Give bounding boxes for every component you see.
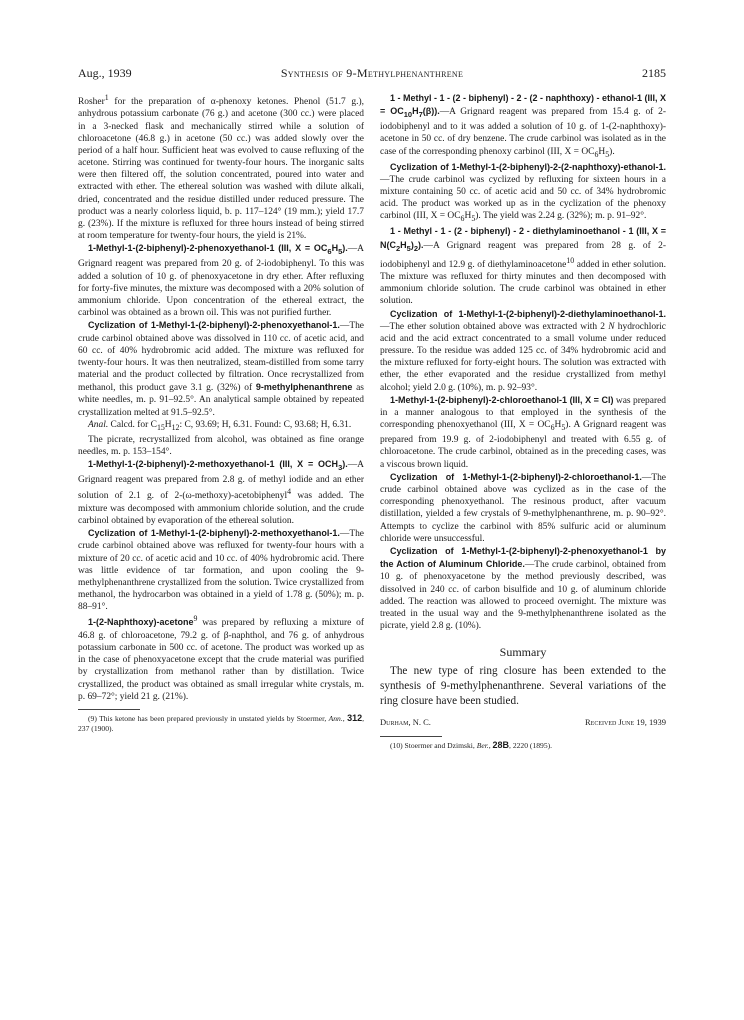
signature-location: Durham, N. C. — [380, 717, 431, 728]
paragraph: 1-Methyl-1-(2-biphenyl)-2-phenoxyethanol-1 (III, $X = OC_6H_5).—A$ Grignard reagent was prepared from 20 g. of 2-iodobiphenyl. To this was added a solution of 10 g. of phenoxyacetone in dry ether. After refluxing for forty-five minutes, the mixture was decomposed with a 20% solution of ammonium chloride. Upon concentration of the ethereal extract, the carbinol was obtained as a brown oil. This was not purified further. — [78, 243, 364, 319]
header-title: Synthesis of 9-Methylphenanthrene — [280, 66, 464, 80]
left-paragraphs — [78, 92, 364, 703]
footnote-rule-right — [380, 736, 442, 737]
right-paragraphs — [380, 92, 666, 632]
paragraph: Cyclization of 1-Methyl-1-(2-biphenyl)-2-methoxyethanol-1.—The crude carbinol obtained above was refluxed for twenty-four hours with a mixture of 20 cc. of acetic acid and 10 cc. of 40% hydrobromic acid. There was little evidence of tar formation, and upon cooling the 9-methylphenanthrene crystallized from the solution. Twice crystallized from methanol, the hydrocarbon was obtained in a yield of 1.78 g. (50%); m. p. 88–91°. — [78, 528, 364, 613]
paragraph: 1-Methyl-1-(2-biphenyl)-2-methoxyethanol-1 (III, $X = OCH_3).—A$ Grignard reagent was prepared from 2.8 g. of methyl iodide and an ether solution of 2.1 g. of 2-(ω-methoxy)-acetobiphenyl$^4$ was added. The mixture was decomposed with ammonium chloride solution, and the crude carbinol obtained by evaporation of the ethereal solution. — [78, 459, 364, 526]
page-header — [78, 66, 666, 84]
paragraph: 1-Methyl-1-(2-biphenyl)-2-chloroethanol-1 (III, X = Cl) was prepared in a manner analogous to that employed in the synthesis of the corresponding phenoxyethanol (III, $X = OC_6H_5$). A Grignard reagent was prepared from 19.9 g. of 2-iodobiphenyl and treated with 6.55 g. of chloroacetone. The crude carbinol, obtained as in the preceding cases, was a viscous brown liquid. — [380, 394, 666, 470]
header-date: Aug., 1939 — [78, 66, 132, 80]
footnote-rule — [78, 709, 140, 710]
received-date: Received June 19, 1939 — [585, 717, 666, 728]
right-column — [380, 92, 666, 751]
summary-text: The new type of ring closure has been extended to the synthesis of 9-methylphenanthrene. Several variations of the ring closure have been studied. — [380, 665, 666, 707]
paragraph: Rosher$^1$ for the preparation of α-phenoxy ketones. Phenol (51.7 g.), anhydrous potassium carbonate (76 g.) and acetone (300 cc.) were placed in a 3-necked flask and mechanically stirred while a solution of chloroacetone (46.8 g.) in acetone (50 cc.) was added slowly over the period of a half hour. Sufficient heat was evolved to cause refluxing of the acetone. Stirring was continued for twenty-four hours. The inorganic salts were then filtered off, the solution concentrated, poured into water and extracted with ether. The ethereal solution was washed with dilute alkali, dried, concentrated and the residue distilled under reduced pressure. The product was a nearly colorless liquid, b. p. 117–124° (19 mm.); yield 17.7 g. (23%). If the mixture is refluxed for three hours instead of being stirred at room temperature for twenty-four hours, the yield is 21%. — [78, 93, 364, 242]
paragraph: Cyclization of 1-Methyl-1-(2-biphenyl)-2-(2-naphthoxy)-ethanol-1.—The crude carbinol was cyclized by refluxing for sixteen hours in a mixture containing 50 cc. of acetic acid and 50 cc. of 34% hydrobromic acid. The product was worked up as in the cyclization of the phenoxy carbinol (III, $X = OC_6H_5$). The yield was 2.24 g. (32%); m. p. 91–92°. — [380, 161, 666, 224]
paragraph: Cyclization of 1-Methyl-1-(2-biphenyl)-2-phenoxyethanol-1.—The crude carbinol obtained above was dissolved in 110 cc. of acetic acid, and 60 cc. of 40% hydrobromic acid added. The mixture was refluxed for twenty-four hours. It was then neutralized, steam-distilled from some tarry material and the product collected by filtration. Once recrystallized from methanol, this product gave 3.1 g. (32%) of 9-methylphenanthrene as white needles, m. p. 91–92.5°. An analytical sample obtained by repeated crystallization melted at 91.5–92.5°. — [78, 320, 364, 418]
page-number: 2185 — [642, 66, 666, 80]
summary-heading: Summary — [499, 645, 547, 660]
paragraph: 1 - Methyl - 1 - (2 - biphenyl) - 2 - diethylaminoethanol - 1 (III, $X = N(C_2H_5)_2).—A$ Grignard reagent was prepared from 28 g. of 2-iodobiphenyl and 12.9 g. of diethylaminoacetone$^{10}$ added in ether solution. The mixture was refluxed for thirty minutes and then decomposed with ammonium chloride solution. The crude carbinol was obtained in ether solution. — [380, 226, 666, 307]
footnote-10: (10) Stoermer and Dzimski, Ber., 28B, 2220 (1895). — [390, 740, 553, 751]
signature-line — [380, 716, 666, 728]
left-column — [78, 92, 364, 733]
paragraph: Cyclization of 1-Methyl-1-(2-biphenyl)-2-chloroethanol-1.—The crude carbinol obtained above was cyclized as in the case of the corresponding phenoxyethanol. The resinous product, after vacuum distillation, yielded a few crystals of 9-methylphenanthrene, m. p. 90–92°. Attempts to cyclize the carbinol with 85% sulfuric acid or aluminum chloride were unsuccessful. — [380, 471, 666, 544]
paragraph: The picrate, recrystallized from alcohol, was obtained as fine orange needles, m. p. 153–154°. — [78, 434, 364, 458]
paragraph: Cyclization of 1-Methyl-1-(2-biphenyl)-2-diethylaminoethanol-1.—The ether solution obtained above was extracted with 2 N hydrochloric acid and the acid extract concentrated to a small volume under reduced pressure. To the residue was added 125 cc. of 34% hydrobromic acid and the mixture refluxed for forty-eight hours. The solution was extracted with ether, the ether evaporated and the residue crystallized from methyl alcohol; yield 2.0 g. (10%), m. p. 92–93°. — [380, 308, 666, 393]
paragraph: Anal. Calcd. for $C_{15}H_{12}$: C, 93.69; H, 6.31. Found: C, 93.68; H, 6.31. — [88, 419, 352, 432]
footnote-9: (9) This ketone has been prepared previously in unstated yields by Stoermer, Ann., 312, 237 (1900). — [78, 712, 364, 733]
paragraph: 1 - Methyl - 1 - (2 - biphenyl) - 2 - (2 - naphthoxy) - ethanol-1 (III, $X = OC_{10}H_7(\beta)).—A$ Grignard reagent was prepared from 15.4 g. of 2-iodobiphenyl and to it was added a solution of 10 g. of 1-(2-naphthoxy)-acetone in 50 cc. of dry benzene. The crude carbinol was isolated as in the case of the corresponding phenoxy carbinol (III, $X = OC_6H_5$). — [380, 93, 667, 159]
paragraph: Cyclization of 1-Methyl-1-(2-biphenyl)-2-phenoxyethanol-1 by the Action of Aluminum Chloride.—The crude carbinol, obtained from 10 g. of phenoxyacetone by the method previously described, was dissolved in 240 cc. of carbon bisulfide and 10 g. of aluminum chloride added. The reaction was allowed to proceed overnight. The mixture was treated in the usual way and the 9-methylphenanthrene isolated as the picrate, yield 2.8 g. (10%). — [380, 545, 666, 632]
paragraph: 1-(2-Naphthoxy)-acetone$^9$ was prepared by refluxing a mixture of 46.8 g. of chloroacetone, 79.2 g. of β-naphthol, and 76 g. of anhydrous potassium carbonate in 500 cc. of acetone. The product was worked up as in the case of phenoxyacetone except that the crude material was purified by crystallization from methanol rather than by distillation. Twice crystallized, the product was obtained as small irregular white crystals, m. p. 69–72°; yield 21 g. (21%). — [78, 614, 364, 702]
